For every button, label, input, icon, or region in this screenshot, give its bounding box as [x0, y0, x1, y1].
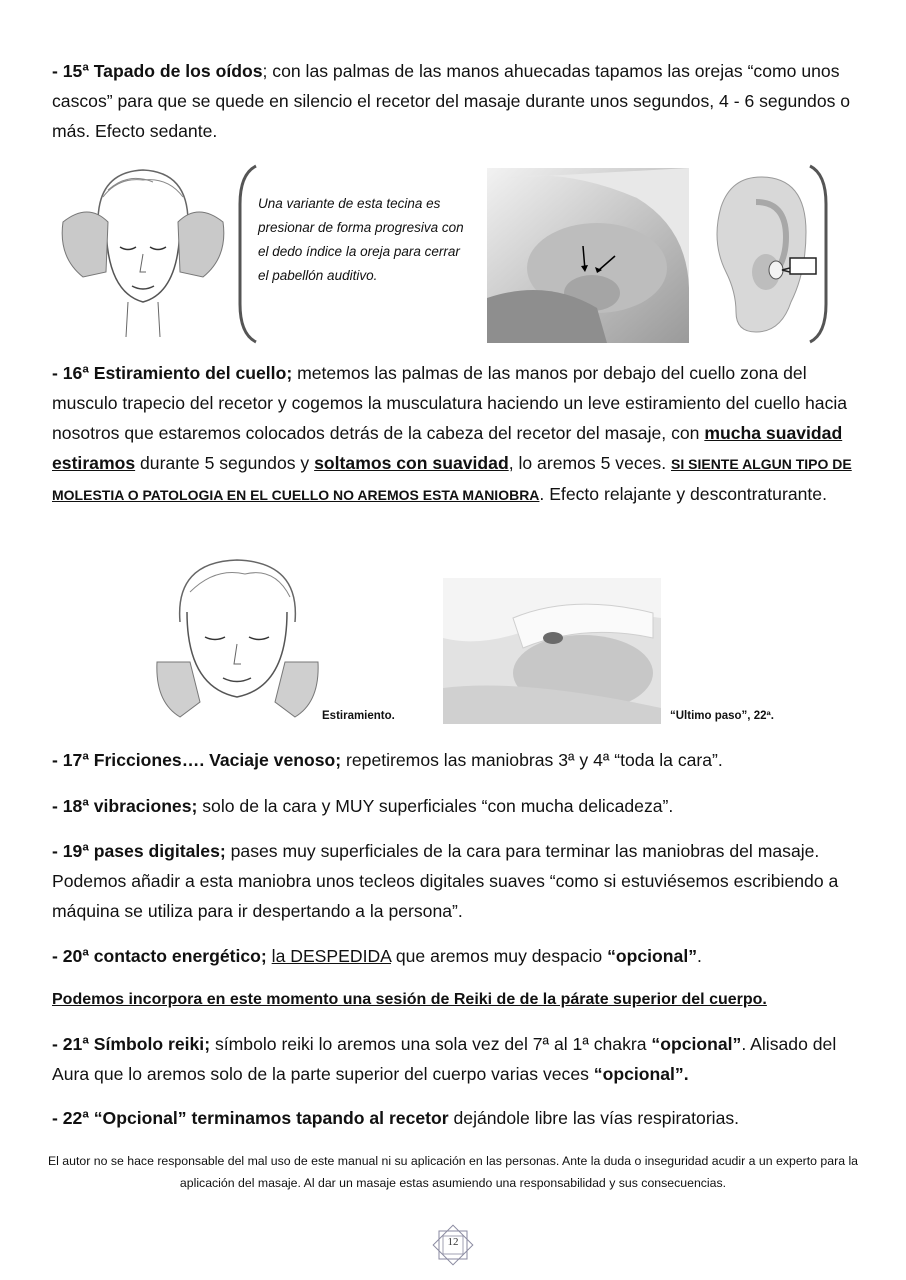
paragraph-15-text: ; con las palmas de las manos ahuecadas tapamos las orejas “como unos cascos” para que se quede en silencio el recetor del masaje durante unos segundos, 4 - 6 segundos o más. Efecto sedante.: [52, 61, 851, 141]
paragraph-16-text-1: metemos las palmas de las manos por debajo del cuello zona del musculo trapecio del recetor y cogemos la musculatura haciendo un leve estiramiento del cuello hacia nosotros que estaremos colocados detrás de la cabeza del recetor del masaje, con: [52, 363, 848, 443]
ear-illustration: [706, 172, 818, 337]
paragraph-16-text-3: , lo aremos 5 veces.: [508, 453, 672, 473]
left-bracket: [236, 164, 258, 344]
paragraph-21-text-2: . Alisado del Aura que lo aremos solo de la parte superior del cuerpo varias veces: [52, 1034, 837, 1084]
paragraph-21-optional-2: “opcional”.: [593, 1064, 689, 1084]
paragraph-21: [52, 1029, 852, 1089]
right-bracket: [808, 164, 830, 344]
paragraph-22: [52, 1103, 852, 1133]
paragraph-20-text: que aremos muy despacio: [390, 946, 608, 966]
stretch-caption: Estiramiento.: [322, 710, 395, 722]
paragraph-21-text-1: símbolo reiki lo aremos una sola vez del 7ª al 1ª chakra: [210, 1034, 652, 1054]
paragraph-16-text-4: . Efecto relajante y descontraturante.: [539, 484, 827, 504]
paragraph-17-label: - 17ª Fricciones…. Vaciaje venoso;: [52, 750, 342, 770]
paragraph-22-text: dejándole libre las vías respiratorias.: [448, 1108, 740, 1128]
paragraph-20-farewell: la DESPEDIDA: [271, 946, 391, 966]
paragraph-20-optional: “opcional”: [607, 946, 698, 966]
ears-covering-illustration: [58, 162, 228, 342]
paragraph-18-text: solo de la cara y MUY superficiales “con mucha delicadeza”.: [197, 796, 674, 816]
paragraph-15: [52, 56, 852, 146]
paragraph-17-text: repetiremos las maniobras 3ª y 4ª “toda la cara”.: [341, 750, 723, 770]
paragraph-16-label: - 16ª Estiramiento del cuello;: [52, 363, 293, 383]
last-step-caption: “Ultimo paso”, 22ª.: [670, 710, 774, 722]
paragraph-16: [52, 358, 852, 510]
variant-note: Una variante de esta tecina es presionar de forma progresiva con el dedo índice la oreja para cerrar el pabellón auditivo.: [258, 196, 464, 283]
page-number: 12: [447, 1236, 459, 1248]
paragraph-21-optional-1: “opcional”: [651, 1034, 742, 1054]
towel-covering-photo: [443, 578, 661, 724]
paragraph-20-label: - 20ª contacto energético;: [52, 946, 267, 966]
paragraph-18: [52, 791, 852, 821]
paragraph-20-end: .: [697, 946, 702, 966]
disclaimer: El autor no se hace responsable del mal uso de este manual ni su aplicación en las personas. Ante la duda o inseguridad acudir a un experto para la aplicación del masaje. Al dar un masaje estas asumiendo una responsabilidad y sus consecuencias.: [47, 1154, 859, 1190]
neck-stretch-illustration: [155, 552, 320, 722]
paragraph-20: [52, 941, 852, 971]
reiki-note: Podemos incorpora en este momento una sesión de Reiki de de la párate superior del cuerpo.: [52, 991, 767, 1008]
paragraph-16-emphasis-1: mucha suavidad estiramos: [52, 423, 843, 473]
paragraph-22-label: - 22ª “Opcional” terminamos tapando al recetor: [52, 1108, 449, 1128]
paragraph-21-label: - 21ª Símbolo reiki;: [52, 1034, 211, 1054]
paragraph-19: [52, 836, 852, 926]
paragraph-19-label: - 19ª pases digitales;: [52, 841, 226, 861]
paragraph-16-text-2: durante 5 segundos y: [135, 453, 315, 473]
paragraph-18-label: - 18ª vibraciones;: [52, 796, 198, 816]
ear-pressing-photo: [487, 168, 689, 343]
page-number-ornament: [430, 1222, 476, 1268]
paragraph-16-emphasis-2: soltamos con suavidad: [314, 453, 509, 473]
paragraph-17: [52, 745, 852, 775]
paragraph-19-text: pases muy superficiales de la cara para terminar las maniobras del masaje. Podemos añadir a esta maniobra unos tecleos digitales suaves “como si estuviésemos escribiendo a máquina se utiliza para ir despertando a la persona”.: [52, 841, 839, 921]
paragraph-16-warning: SI SIENTE ALGUN TIPO DE MOLESTIA O PATOLOGIA EN EL CUELLO NO AREMOS ESTA MANIOBRA: [52, 456, 852, 503]
paragraph-15-label: - 15ª Tapado de los oídos: [52, 61, 263, 81]
